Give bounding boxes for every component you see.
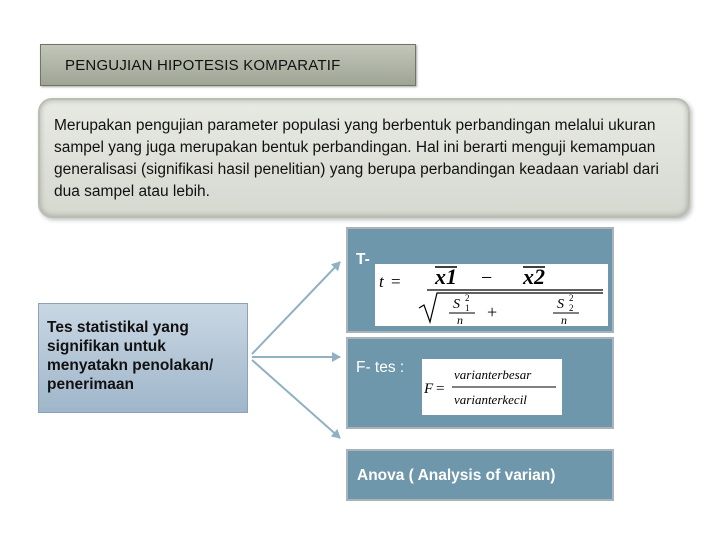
- definition-text: Merupakan pengujian parameter populasi yang berbentuk perbandingan melalui ukuran sampel yang juga merupakan bentuk perbandingan. Hal ini berarti menguji kemampuan generalisasi (signifikasi hasil penelitian) yang berupa perbandingan keadaan variabl dari dua sampel atau lebih.: [54, 117, 659, 200]
- anova-box: [346, 449, 614, 501]
- statistical-test-text: Tes statistikal yang signifikan untuk menyatakn penolakan/ penerimaan: [47, 319, 214, 393]
- plus-sign: +: [487, 302, 498, 322]
- s1-symbol: S: [453, 297, 460, 312]
- t-symbol: t: [379, 272, 384, 291]
- s1-subscript: 1: [465, 303, 470, 313]
- minus-sign: −: [481, 267, 493, 289]
- n1-symbol: n: [457, 313, 463, 326]
- f-test-box: [346, 337, 614, 429]
- s2-subscript: 2: [569, 303, 574, 313]
- statistical-test-box: [38, 303, 248, 413]
- x2-mean: x2: [523, 264, 545, 289]
- sqrt-sign: [419, 293, 603, 322]
- f-numerator: varianterbesar: [454, 367, 532, 382]
- arrow-to-anova: [252, 360, 340, 438]
- t-formula-svg: [375, 264, 608, 326]
- s1-superscript: 2: [465, 293, 470, 303]
- f-equals: =: [436, 381, 445, 397]
- f-test-label: F- tes :: [356, 359, 405, 376]
- title-text: PENGUJIAN HIPOTESIS KOMPARATIF: [65, 57, 341, 74]
- f-formula-svg: [422, 359, 562, 415]
- t-test-formula: [375, 264, 608, 326]
- f-symbol: F: [424, 381, 434, 397]
- x1-mean: x1: [435, 264, 457, 289]
- n2-symbol: n: [561, 313, 567, 326]
- f-test-formula: [422, 359, 562, 415]
- arrow-to-t-test: [252, 262, 340, 354]
- t-test-label: T-: [356, 251, 370, 268]
- definition-box: [38, 98, 690, 218]
- t-test-box: [346, 227, 614, 333]
- f-denominator: varianterkecil: [454, 392, 527, 407]
- title-box: [40, 44, 416, 86]
- s2-superscript: 2: [569, 293, 574, 303]
- anova-label: Anova ( Analysis of varian): [357, 467, 556, 484]
- s2-symbol: S: [557, 297, 564, 312]
- t-equals: =: [391, 272, 401, 291]
